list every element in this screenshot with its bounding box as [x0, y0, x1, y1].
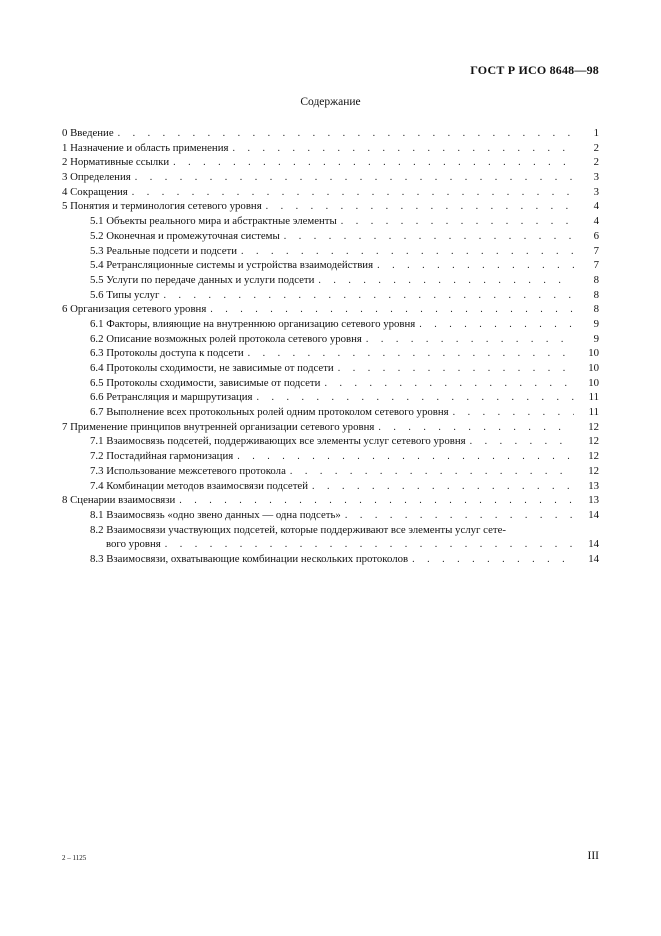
toc-subitem: 6.3 Протоколы доступа к подсети . . . 10 — [62, 346, 599, 361]
toc-item: 4 Сокращения . . . 3 — [62, 185, 599, 200]
toc-subitem: 6.5 Протоколы сходимости, зависимые от подсети . . . 10 — [62, 376, 599, 391]
toc-subitem: 5.6 Типы услуг . . . 8 — [62, 288, 599, 303]
toc-subitem: 6.2 Описание возможных ролей протокола сетевого уровня . . . 9 — [62, 332, 599, 347]
toc-subitem: 8.2 Взаимосвязи участвующих подсетей, которые поддерживают все элементы услуг сете- — [90, 523, 506, 536]
toc-subitem: 7.2 Постадийная гармонизация . . . 12 — [62, 449, 599, 464]
toc-subitem: 5.5 Услуги по передаче данных и услуги подсети . . . 8 — [62, 273, 599, 288]
toc-item: 6 Организация сетевого уровня . . . 8 — [62, 302, 599, 317]
toc-subitem-continuation: вого уровня . . . 14 — [62, 537, 599, 552]
toc-item: 7 Применение принципов внутренней организации сетевого уровня . . . 12 — [62, 420, 599, 435]
toc-subitem: 5.2 Оконечная и промежуточная системы . . . 6 — [62, 229, 599, 244]
toc-subitem: 6.1 Факторы, влияющие на внутреннюю организацию сетевого уровня . . . 9 — [62, 317, 599, 332]
toc-subitem: 7.4 Комбинации методов взаимосвязи подсетей . . . 13 — [62, 479, 599, 494]
toc-subitem: 7.3 Использование межсетевого протокола . . . 12 — [62, 464, 599, 479]
document-header: ГОСТ Р ИСО 8648—98 — [470, 63, 599, 77]
toc-subitem: 7.1 Взаимосвязь подсетей, поддерживающих все элементы услуг сетевого уровня . . . 12 — [62, 434, 599, 449]
toc-item: 0 Введение . . . 1 — [62, 126, 599, 141]
toc-subitem: 8.3 Взаимосвязи, охватывающие комбинации нескольких протоколов . . . 14 — [62, 552, 599, 567]
toc-subitem: 6.6 Ретрансляция и маршрутизация . . . 11 — [62, 390, 599, 405]
toc-item: 5 Понятия и терминология сетевого уровня . . . 4 — [62, 199, 599, 214]
toc-item: 3 Определения . . . 3 — [62, 170, 599, 185]
toc-subitem: 5.1 Объекты реального мира и абстрактные элементы . . . 4 — [62, 214, 599, 229]
page-number: III — [587, 850, 599, 862]
print-code: 2 – 1125 — [62, 854, 87, 862]
toc-item: 1 Назначение и область применения . . . 2 — [62, 141, 599, 156]
toc-subitem: 6.7 Выполнение всех протокольных ролей одним протоколом сетевого уровня . . . 11 — [62, 405, 599, 420]
toc-title: Содержание — [300, 96, 361, 108]
toc-item: 8 Сценарии взаимосвязи . . . 13 — [62, 493, 599, 508]
toc-subitem: 5.4 Ретрансляционные системы и устройства взаимодействия . . . 7 — [62, 258, 599, 273]
table-of-contents — [62, 126, 599, 567]
toc-subitem: 5.3 Реальные подсети и подсети . . . 7 — [62, 244, 599, 259]
toc-item: 2 Нормативные ссылки . . . 2 — [62, 155, 599, 170]
toc-subitem: 8.1 Взаимосвязь «одно звено данных — одна подсеть» . . . 14 — [62, 508, 599, 523]
toc-subitem: 6.4 Протоколы сходимости, не зависимые от подсети . . . 10 — [62, 361, 599, 376]
